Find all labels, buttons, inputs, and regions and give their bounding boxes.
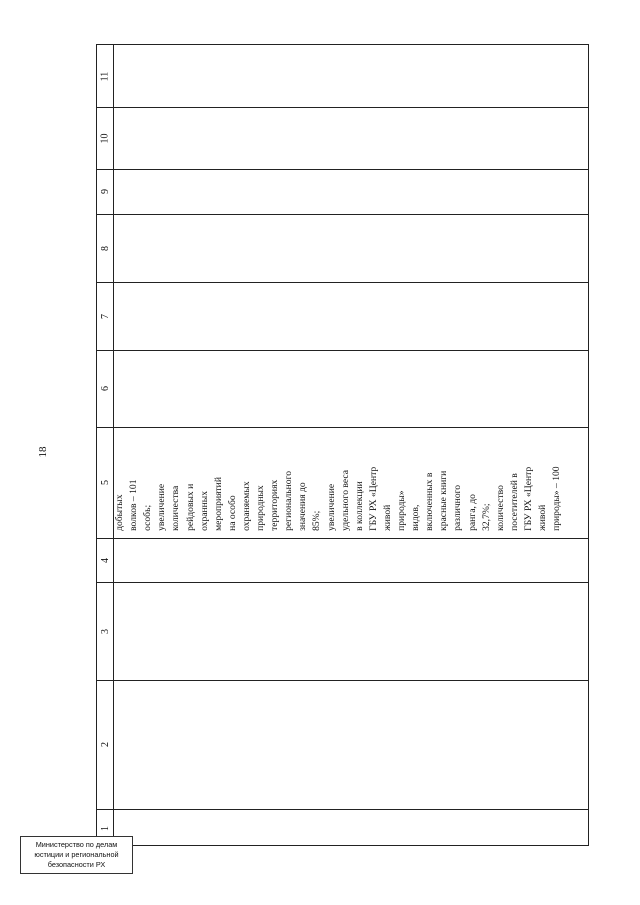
col-border-3-2 (97, 680, 588, 681)
column-5-line: охраняемых (240, 481, 252, 531)
col-header-4: 4 (99, 557, 111, 563)
col-header-2: 2 (99, 742, 111, 747)
column-5-text (113, 427, 588, 533)
col-border-10-9 (97, 169, 588, 170)
column-5-line: ранга, до (466, 494, 478, 531)
column-5-line: природы» (396, 490, 408, 531)
col-header-9: 9 (99, 189, 111, 194)
col-border-2-1 (97, 809, 588, 810)
column-5-line: количество (494, 485, 506, 531)
col-header-3: 3 (99, 628, 111, 634)
col-header-6: 6 (99, 386, 111, 391)
page-number: 18 (37, 446, 49, 458)
column-5-line: увеличение (325, 483, 337, 531)
column-5-line: волков – 101 (128, 479, 140, 531)
col-header-10: 10 (99, 133, 111, 143)
stamp-line-3: безопасности РХ (47, 860, 106, 869)
column-5-line: особь; (142, 504, 154, 531)
col-header-11: 11 (99, 71, 111, 81)
column-5-line: 85%; (311, 510, 323, 531)
column-5-line: в коллекции (353, 481, 365, 531)
col-header-8: 8 (99, 245, 111, 251)
stamp-line-1: Министерство по делам (35, 840, 118, 849)
col-border-5-4 (97, 538, 588, 539)
column-5-line: рейдовых и (184, 483, 196, 531)
column-5-line: 32,7%; (480, 503, 492, 531)
column-5-line: ГБУ РХ «Центр (522, 466, 534, 531)
column-5-line: регионального (283, 471, 295, 531)
column-5-line: живой (381, 504, 393, 531)
col-border-7-6 (97, 350, 588, 351)
column-5-line: мероприятий (212, 477, 224, 531)
col-border-4-3 (97, 582, 588, 583)
col-header-1: 1 (99, 825, 111, 831)
col-header-7: 7 (99, 313, 111, 319)
column-5-line: природы» – 100 (551, 466, 563, 531)
column-5-line: добытых (114, 494, 126, 531)
col-header-5: 5 (99, 480, 111, 485)
column-5-line: территориях (269, 479, 281, 531)
ministry-stamp (20, 836, 133, 874)
column-5-line: количества (170, 485, 182, 531)
col-border-9-8 (97, 214, 588, 215)
column-5-line: посетителей в (508, 473, 520, 531)
column-5-line: различного (452, 484, 464, 531)
column-5-line: включенных в (424, 472, 436, 531)
column-5-line: живой (537, 504, 549, 531)
column-5-line: видов, (410, 504, 422, 531)
stamp-line-2: юстиции и региональной (34, 850, 119, 859)
column-5-line: на особо (226, 495, 238, 531)
col-border-8-7 (97, 282, 588, 283)
column-5-line: охранных (198, 491, 210, 531)
column-5-line: природных (255, 485, 267, 531)
column-5-line: значения до (297, 482, 309, 531)
column-5-line: удельного веса (339, 470, 351, 531)
column-5-line: ГБУ РХ «Центр (367, 466, 379, 531)
column-5-line: увеличение (156, 483, 168, 531)
column-5-line: красные книги (438, 470, 450, 531)
column-5-cell (113, 427, 588, 537)
col-border-11-10 (97, 107, 588, 108)
